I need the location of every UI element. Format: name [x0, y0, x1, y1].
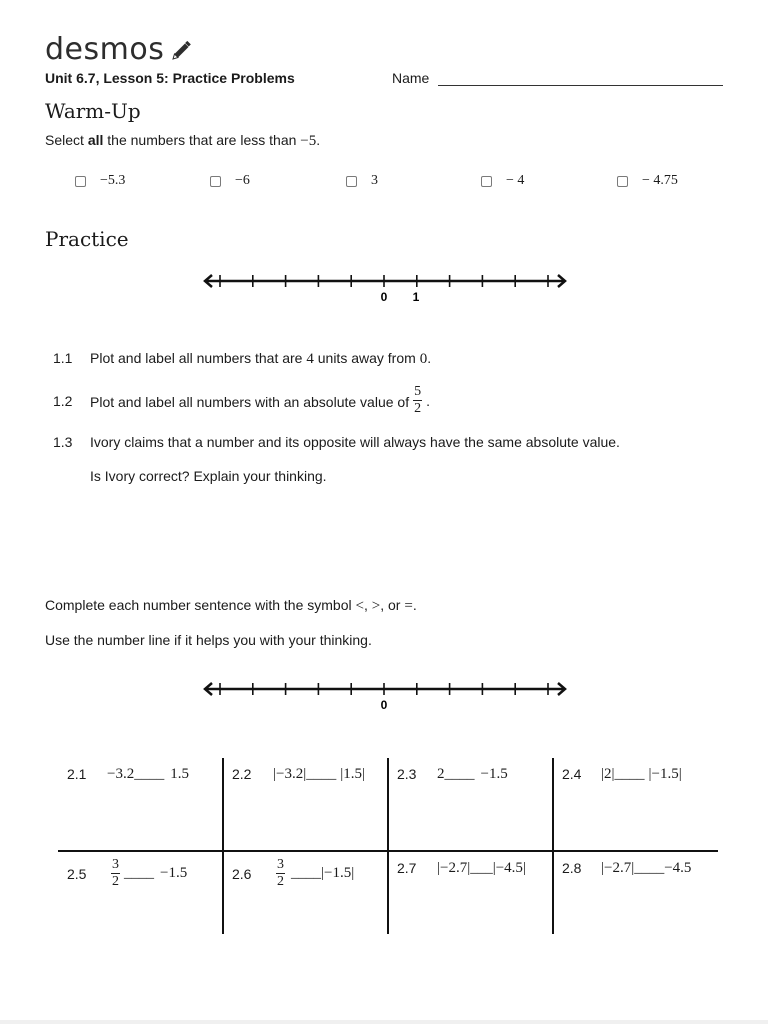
page-bottom-edge — [0, 1020, 768, 1024]
question-1-3-text2: Is Ivory correct? Explain your thinking. — [90, 468, 327, 484]
grid-divider — [58, 850, 718, 852]
checkbox[interactable] — [75, 176, 86, 187]
warmup-prompt: Select all the numbers that are less than −5. — [45, 132, 321, 149]
question-1-2-text: Plot and label all numbers with an absolute value of $\frac{5}{2}$ . — [90, 384, 430, 416]
checkbox[interactable] — [210, 176, 221, 187]
brand-name: desmos — [45, 32, 165, 67]
question-1-3-text: Ivory claims that a number and its opposite will always have the same absolute value. — [90, 434, 620, 450]
unit-title: Unit 6.7, Lesson 5: Practice Problems — [45, 70, 295, 86]
number-line-1-label-1: 1 — [412, 290, 420, 304]
question-1-3: 1.3 — [53, 434, 73, 450]
problem-2-4: 2.4 |2| ____ |−1.5| — [562, 766, 682, 782]
name-field[interactable] — [438, 85, 723, 86]
grid-divider — [552, 758, 554, 934]
grid-divider — [387, 758, 389, 934]
problem-2-7: 2.7 |−2.7| ___ |−4.5| — [397, 860, 526, 876]
question-1-1-text: Plot and label all numbers that are 4 units away from 0. — [90, 350, 432, 367]
checkbox[interactable] — [617, 176, 628, 187]
problem-2-2: 2.2 |−3.2| ____ |1.5| — [232, 766, 365, 782]
problem-2-8: 2.8 |−2.7| ____ −4.5 — [562, 860, 692, 876]
number-line-1-label-0: 0 — [380, 290, 388, 304]
number-line-1[interactable] — [200, 268, 570, 308]
checkbox[interactable] — [481, 176, 492, 187]
practice-heading: Practice — [45, 227, 129, 251]
question-1-1: 1.1 — [53, 350, 73, 366]
fraction: $\frac{3}{2}$ — [112, 857, 119, 889]
fraction: $\frac{5}{2}$ — [414, 384, 422, 416]
warmup-option-2[interactable]: −6 — [210, 173, 250, 189]
warmup-option-3[interactable]: 3 — [346, 173, 378, 189]
warmup-option-1[interactable]: −5.3 — [75, 173, 125, 189]
instruction-number-line: Use the number line if it helps you with your thinking. — [45, 632, 372, 648]
problem-2-5: 2.5 $\frac{3}{2}$ ____ −1.5 — [67, 857, 188, 889]
number-line-2-label-0: 0 — [380, 698, 388, 712]
question-1-2: 1.2 — [53, 393, 73, 409]
warmup-option-5[interactable]: − 4.75 — [617, 173, 678, 189]
warmup-option-4[interactable]: − 4 — [481, 173, 524, 189]
problem-2-3: 2.3 2 ____ −1.5 — [397, 766, 508, 782]
fraction: $\frac{3}{2}$ — [277, 857, 284, 889]
grid-divider — [222, 758, 224, 934]
warmup-heading: Warm-Up — [45, 99, 141, 123]
instruction-symbols: Complete each number sentence with the symbol <, >, or =. — [45, 597, 417, 614]
problem-2-6: 2.6 $\frac{3}{2}$ ____ |−1.5| — [232, 857, 355, 889]
checkbox[interactable] — [346, 176, 357, 187]
name-label: Name — [392, 70, 430, 86]
pencil-icon — [170, 40, 192, 62]
problem-2-1: 2.1 −3.2 ____ 1.5 — [67, 766, 189, 782]
desmos-logo — [45, 32, 192, 67]
number-line-2[interactable] — [200, 676, 570, 716]
